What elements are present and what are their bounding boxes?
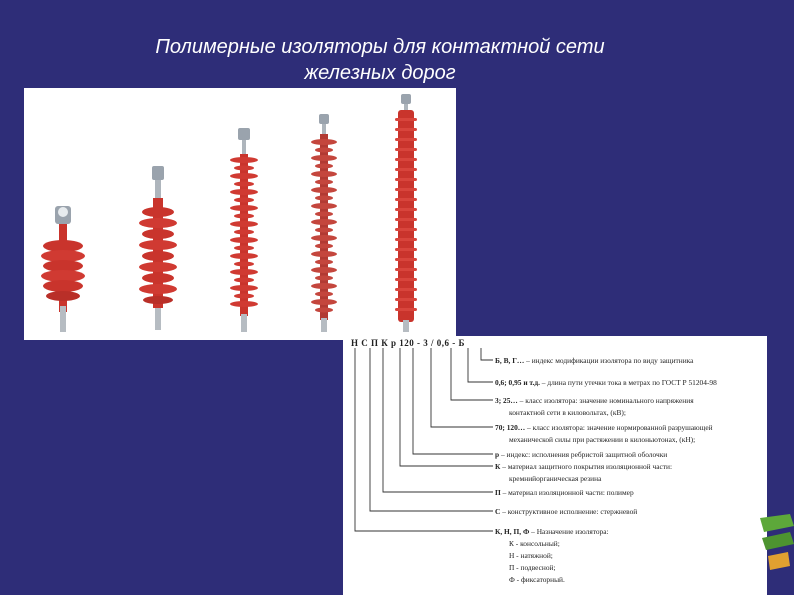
legend-line [495, 423, 713, 432]
legend-text: – материал защитного покрытия изоляционной части: [500, 462, 673, 471]
legend-text: – индекс: исполнения ребристой защитной оболочки [499, 450, 668, 459]
legend-line [495, 507, 637, 516]
legend-line [495, 450, 667, 459]
legend-key: Б, В, Г… [495, 356, 525, 365]
slide-title-line-2: железных дорог [304, 62, 456, 84]
legend-text: Ф - фиксаторный. [509, 575, 565, 584]
legend-key: 0,6; 0,95 и т.д. [495, 378, 540, 387]
legend-text: – класс изолятора: значение нормированной разрушающей [525, 423, 713, 432]
legend-line [509, 551, 553, 560]
legend-line [509, 435, 695, 444]
legend-line [495, 396, 694, 405]
legend-text: – длина пути утечки тока в метрах по ГОСТ Р 51204-98 [539, 378, 717, 387]
legend-text: кремнийорганическая резина [509, 474, 602, 483]
insulator-3 [230, 128, 258, 332]
legend-text: – Назначение изолятора: [529, 527, 609, 536]
legend-line [495, 462, 672, 471]
legend-key: П [495, 488, 501, 497]
legend-text: Н - натяжной; [509, 551, 553, 560]
legend-line [509, 539, 560, 548]
legend-text: П - подвесной; [509, 563, 556, 572]
legend-line [495, 527, 609, 536]
legend-text: – индекс модификации изолятора по виду защитника [524, 356, 694, 365]
legend-text: контактной сети в киловольтах, (кВ); [509, 408, 626, 417]
legend-key: 3; 25… [495, 396, 518, 405]
insulator-5 [395, 94, 417, 332]
legend-key: С [495, 507, 501, 516]
legend-line [509, 575, 565, 584]
green-shapes-decoration [760, 512, 794, 572]
legend-text: – класс изолятора: значение номинального напряжения [517, 396, 694, 405]
insulator-2 [139, 166, 177, 330]
legend-key: К, Н, П, Ф [495, 527, 530, 536]
legend-text: – конструктивное исполнение: стержневой [500, 507, 638, 516]
insulators-illustration [24, 88, 456, 340]
slide-title-line-1: Полимерные изоляторы для контактной сети [155, 36, 605, 58]
legend-text: – материал изоляционной части: полимер [500, 488, 634, 497]
insulator-1 [41, 206, 85, 332]
legend-line [509, 563, 556, 572]
marking-code: Н С П К р 120 - 3 / 0,6 - Б [351, 338, 465, 348]
legend-text: К - консольный; [509, 539, 560, 548]
legend-line [495, 356, 693, 365]
legend-line [509, 408, 626, 417]
legend-line [495, 488, 634, 497]
marking-diagram [343, 336, 767, 595]
insulators-photo [24, 88, 456, 340]
legend-text: механической силы при растяжении в килоньютонах, (кН); [509, 435, 696, 444]
legend-line [495, 378, 717, 387]
insulator-4 [311, 114, 337, 332]
legend-key: К [495, 462, 501, 471]
legend-key: 70; 120… [495, 423, 526, 432]
slide-title [60, 34, 700, 86]
legend-line [509, 474, 601, 483]
legend-key: р [495, 450, 500, 459]
